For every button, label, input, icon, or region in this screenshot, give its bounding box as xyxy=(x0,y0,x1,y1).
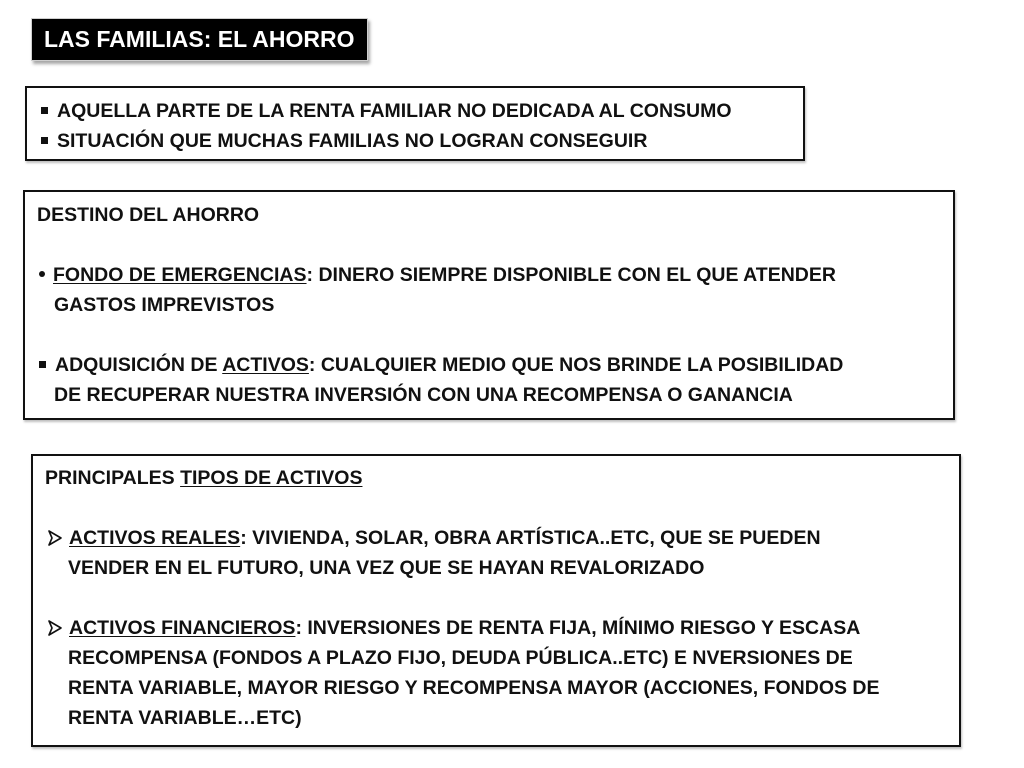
destino-box xyxy=(23,190,955,420)
tipos-heading xyxy=(45,463,959,493)
adquisicion-text: : CUALQUIER MEDIO QUE NOS BRINDE LA POSIBILIDAD xyxy=(308,354,844,376)
reales-item xyxy=(45,523,959,553)
reales-term: ACTIVOS REALES xyxy=(69,527,241,549)
square-bullet-icon xyxy=(39,361,46,368)
reales-text-continuation: VENDER EN EL FUTURO, UNA VEZ QUE SE HAYAN REVALORIZADO xyxy=(68,557,705,579)
round-bullet-icon xyxy=(39,271,45,277)
destino-heading: DESTINO DEL AHORRO xyxy=(37,204,260,226)
financieros-text-continuation: RECOMPENSA (FONDOS A PLAZO FIJO, DEUDA PÚBLICA..ETC) E NVERSIONES DE xyxy=(68,647,853,669)
definition-item xyxy=(39,96,803,126)
definition-item xyxy=(39,126,803,156)
definition-box xyxy=(25,86,805,161)
financieros-item xyxy=(45,613,959,643)
reales-text: : VIVIENDA, SOLAR, OBRA ARTÍSTICA..ETC, QUE SE PUEDEN xyxy=(240,527,821,549)
definition-text: AQUELLA PARTE DE LA RENTA FAMILIAR NO DEDICADA AL CONSUMO xyxy=(57,100,732,122)
financieros-term: ACTIVOS FINANCIEROS xyxy=(69,617,296,639)
arrow-bullet-icon xyxy=(47,620,63,636)
tipos-heading-term: TIPOS DE ACTIVOS xyxy=(180,467,363,489)
definition-text: SITUACIÓN QUE MUCHAS FAMILIAS NO LOGRAN CONSEGUIR xyxy=(57,130,648,152)
financieros-text-continuation: RENTA VARIABLE…ETC) xyxy=(68,707,302,729)
arrow-bullet-icon xyxy=(47,530,63,546)
tipos-box xyxy=(31,454,961,747)
adquisicion-term: ACTIVOS xyxy=(222,354,309,376)
adquisicion-prefix: ADQUISICIÓN DE xyxy=(55,354,223,376)
fondo-text: : DINERO SIEMPRE DISPONIBLE CON EL QUE ATENDER xyxy=(306,264,836,286)
fondo-text-continuation: GASTOS IMPREVISTOS xyxy=(54,294,275,316)
adquisicion-text-continuation: DE RECUPERAR NUESTRA INVERSIÓN CON UNA RECOMPENSA O GANANCIA xyxy=(54,384,793,406)
adquisicion-item xyxy=(37,350,953,380)
financieros-text: : INVERSIONES DE RENTA FIJA, MÍNIMO RIESGO Y ESCASA xyxy=(295,617,861,639)
financieros-text-continuation: RENTA VARIABLE, MAYOR RIESGO Y RECOMPENSA MAYOR (ACCIONES, FONDOS DE xyxy=(68,677,880,699)
tipos-heading-prefix: PRINCIPALES xyxy=(45,467,181,489)
fondo-item xyxy=(37,260,953,290)
square-bullet-icon xyxy=(41,137,48,144)
fondo-term: FONDO DE EMERGENCIAS xyxy=(53,264,307,286)
slide-title: LAS FAMILIAS: EL AHORRO xyxy=(31,18,368,61)
square-bullet-icon xyxy=(41,107,48,114)
